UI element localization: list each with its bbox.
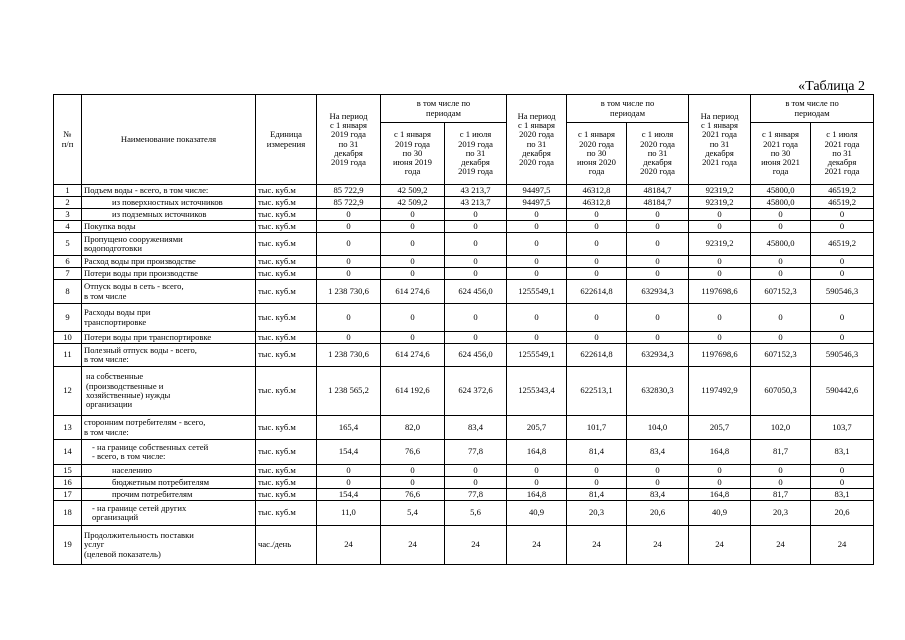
row-number: 8	[54, 280, 82, 304]
value-cell: 590546,3	[811, 280, 874, 304]
value-cell: 624 372,6	[445, 367, 507, 416]
value-cell: 0	[567, 256, 627, 268]
value-cell: 0	[811, 304, 874, 332]
table-row	[54, 501, 874, 526]
value-cell: 24	[627, 526, 689, 565]
unit-cell: тыс. куб.м	[256, 209, 317, 221]
value-cell: 83,1	[811, 489, 874, 501]
value-cell: 24	[317, 526, 381, 565]
table-row	[54, 344, 874, 367]
value-cell: 1255549,1	[507, 280, 567, 304]
value-cell: 0	[811, 209, 874, 221]
header-period-total: На период с 1 января 2019 года по 31 декабря 2019 года	[317, 95, 381, 185]
value-cell: 1 238 565,2	[317, 367, 381, 416]
row-number: 19	[54, 526, 82, 565]
table-row	[54, 197, 874, 209]
unit-cell: час./день	[256, 526, 317, 565]
row-number: 7	[54, 268, 82, 280]
row-number: 18	[54, 501, 82, 526]
value-cell: 0	[751, 268, 811, 280]
value-cell: 5,4	[381, 501, 445, 526]
value-cell: 607050,3	[751, 367, 811, 416]
value-cell: 632934,3	[627, 344, 689, 367]
value-cell: 76,6	[381, 489, 445, 501]
value-cell: 0	[445, 209, 507, 221]
value-cell: 0	[627, 233, 689, 256]
table-row	[54, 440, 874, 465]
value-cell: 46519,2	[811, 233, 874, 256]
value-cell: 85 722,9	[317, 185, 381, 197]
value-cell: 165,4	[317, 416, 381, 440]
value-cell: 40,9	[507, 501, 567, 526]
table-row	[54, 477, 874, 489]
value-cell: 607152,3	[751, 344, 811, 367]
value-cell: 0	[317, 209, 381, 221]
table-row	[54, 233, 874, 256]
value-cell: 1 238 730,6	[317, 344, 381, 367]
value-cell: 0	[689, 268, 751, 280]
header-period-breakdown: в том числе по периодам	[381, 95, 507, 123]
header-period-breakdown: в том числе по периодам	[751, 95, 874, 123]
value-cell: 164,8	[507, 440, 567, 465]
value-cell: 632934,3	[627, 280, 689, 304]
unit-cell: тыс. куб.м	[256, 489, 317, 501]
value-cell: 92319,2	[689, 233, 751, 256]
value-cell: 0	[317, 465, 381, 477]
unit-cell: тыс. куб.м	[256, 332, 317, 344]
value-cell: 0	[567, 332, 627, 344]
value-cell: 94497,5	[507, 197, 567, 209]
value-cell: 0	[811, 256, 874, 268]
value-cell: 46519,2	[811, 197, 874, 209]
unit-cell: тыс. куб.м	[256, 416, 317, 440]
value-cell: 0	[381, 256, 445, 268]
header-half-year-2: с 1 июля 2019 года по 31 декабря 2019 года	[445, 123, 507, 185]
indicator-name: - на границе сетей других организаций	[82, 501, 256, 526]
value-cell: 0	[381, 209, 445, 221]
indicator-name: Продолжительность поставки услуг (целевой показатель)	[82, 526, 256, 565]
unit-cell: тыс. куб.м	[256, 367, 317, 416]
value-cell: 81,7	[751, 489, 811, 501]
header-period-breakdown: в том числе по периодам	[567, 95, 689, 123]
value-cell: 607152,3	[751, 280, 811, 304]
value-cell: 45800,0	[751, 197, 811, 209]
indicator-name: Подъем воды - всего, в том числе:	[82, 185, 256, 197]
header-half-year-1: с 1 января 2020 года по 30 июня 2020 года	[567, 123, 627, 185]
value-cell: 0	[507, 268, 567, 280]
value-cell: 0	[445, 221, 507, 233]
value-cell: 48184,7	[627, 185, 689, 197]
value-cell: 632830,3	[627, 367, 689, 416]
value-cell: 0	[689, 465, 751, 477]
value-cell: 624 456,0	[445, 344, 507, 367]
value-cell: 101,7	[567, 416, 627, 440]
header-half-year-2: с 1 июля 2020 года по 31 декабря 2020 года	[627, 123, 689, 185]
value-cell: 81,7	[751, 440, 811, 465]
header-half-year-1: с 1 января 2021 года по 30 июня 2021 года	[751, 123, 811, 185]
indicator-name: из подземных источников	[82, 209, 256, 221]
indicator-name: населению	[82, 465, 256, 477]
value-cell: 0	[317, 268, 381, 280]
value-cell: 0	[567, 221, 627, 233]
value-cell: 0	[689, 221, 751, 233]
value-cell: 0	[507, 304, 567, 332]
unit-cell: тыс. куб.м	[256, 304, 317, 332]
value-cell: 5,6	[445, 501, 507, 526]
row-number: 1	[54, 185, 82, 197]
table-row	[54, 185, 874, 197]
table-row	[54, 489, 874, 501]
value-cell: 81,4	[567, 489, 627, 501]
value-cell: 0	[317, 304, 381, 332]
indicator-name: прочим потребителям	[82, 489, 256, 501]
table-row	[54, 280, 874, 304]
indicator-name: Отпуск воды в сеть - всего, в том числе	[82, 280, 256, 304]
value-cell: 77,8	[445, 489, 507, 501]
value-cell: 205,7	[507, 416, 567, 440]
value-cell: 0	[627, 209, 689, 221]
value-cell: 0	[689, 209, 751, 221]
value-cell: 0	[811, 221, 874, 233]
value-cell: 0	[627, 465, 689, 477]
value-cell: 0	[507, 221, 567, 233]
value-cell: 0	[811, 465, 874, 477]
value-cell: 1255549,1	[507, 344, 567, 367]
value-cell: 85 722,9	[317, 197, 381, 209]
value-cell: 0	[567, 268, 627, 280]
unit-cell: тыс. куб.м	[256, 501, 317, 526]
value-cell: 103,7	[811, 416, 874, 440]
value-cell: 20,3	[567, 501, 627, 526]
row-number: 17	[54, 489, 82, 501]
value-cell: 0	[381, 477, 445, 489]
value-cell: 0	[627, 332, 689, 344]
value-cell: 0	[507, 465, 567, 477]
row-number: 13	[54, 416, 82, 440]
value-cell: 0	[689, 332, 751, 344]
unit-cell: тыс. куб.м	[256, 233, 317, 256]
value-cell: 92319,2	[689, 185, 751, 197]
header-name: Наименование показателя	[82, 95, 256, 185]
table-row	[54, 256, 874, 268]
unit-cell: тыс. куб.м	[256, 280, 317, 304]
value-cell: 0	[381, 233, 445, 256]
unit-cell: тыс. куб.м	[256, 197, 317, 209]
unit-cell: тыс. куб.м	[256, 440, 317, 465]
value-cell: 94497,5	[507, 185, 567, 197]
value-cell: 614 192,6	[381, 367, 445, 416]
value-cell: 622614,8	[567, 280, 627, 304]
indicator-name: Покупка воды	[82, 221, 256, 233]
value-cell: 0	[627, 256, 689, 268]
value-cell: 43 213,7	[445, 197, 507, 209]
value-cell: 1197698,6	[689, 344, 751, 367]
indicator-name: Полезный отпуск воды - всего, в том числе:	[82, 344, 256, 367]
indicator-name: - на границе собственных сетей - всего, в том числе:	[82, 440, 256, 465]
value-cell: 0	[751, 209, 811, 221]
value-cell: 0	[507, 477, 567, 489]
table-row	[54, 209, 874, 221]
value-cell: 0	[689, 304, 751, 332]
indicator-name: Потери воды при производстве	[82, 268, 256, 280]
value-cell: 76,6	[381, 440, 445, 465]
value-cell: 0	[689, 256, 751, 268]
value-cell: 0	[751, 477, 811, 489]
value-cell: 46312,8	[567, 197, 627, 209]
value-cell: 24	[507, 526, 567, 565]
value-cell: 0	[627, 477, 689, 489]
header-row	[54, 95, 874, 123]
value-cell: 590442,6	[811, 367, 874, 416]
value-cell: 1255343,4	[507, 367, 567, 416]
value-cell: 0	[567, 304, 627, 332]
value-cell: 45800,0	[751, 233, 811, 256]
table-caption: «Таблица 2	[798, 79, 865, 94]
value-cell: 83,4	[627, 489, 689, 501]
value-cell: 0	[567, 465, 627, 477]
value-cell: 20,6	[627, 501, 689, 526]
value-cell: 0	[507, 332, 567, 344]
value-cell: 0	[381, 304, 445, 332]
value-cell: 0	[751, 221, 811, 233]
value-cell: 24	[445, 526, 507, 565]
table-row	[54, 526, 874, 565]
header-half-year-2: с 1 июля 2021 года по 31 декабря 2021 года	[811, 123, 874, 185]
unit-cell: тыс. куб.м	[256, 221, 317, 233]
value-cell: 164,8	[507, 489, 567, 501]
value-cell: 614 274,6	[381, 280, 445, 304]
value-cell: 83,4	[627, 440, 689, 465]
indicator-name: сторонним потребителям - всего, в том числе:	[82, 416, 256, 440]
row-number: 10	[54, 332, 82, 344]
value-cell: 0	[811, 268, 874, 280]
unit-cell: тыс. куб.м	[256, 344, 317, 367]
row-number: 3	[54, 209, 82, 221]
value-cell: 0	[627, 268, 689, 280]
value-cell: 164,8	[689, 489, 751, 501]
value-cell: 205,7	[689, 416, 751, 440]
value-cell: 102,0	[751, 416, 811, 440]
value-cell: 0	[445, 304, 507, 332]
value-cell: 24	[811, 526, 874, 565]
value-cell: 46519,2	[811, 185, 874, 197]
value-cell: 164,8	[689, 440, 751, 465]
value-cell: 0	[751, 332, 811, 344]
value-cell: 0	[381, 221, 445, 233]
value-cell: 24	[751, 526, 811, 565]
value-cell: 0	[567, 477, 627, 489]
value-cell: 0	[507, 233, 567, 256]
row-number: 16	[54, 477, 82, 489]
indicator-name: на собственные (производственные и хозяйственные) нужды организации	[82, 367, 256, 416]
value-cell: 83,4	[445, 416, 507, 440]
value-cell: 0	[567, 209, 627, 221]
value-cell: 0	[381, 332, 445, 344]
table-row	[54, 304, 874, 332]
value-cell: 0	[507, 256, 567, 268]
table-row	[54, 221, 874, 233]
value-cell: 0	[381, 465, 445, 477]
value-cell: 40,9	[689, 501, 751, 526]
value-cell: 0	[445, 332, 507, 344]
value-cell: 0	[507, 209, 567, 221]
row-number: 12	[54, 367, 82, 416]
value-cell: 77,8	[445, 440, 507, 465]
unit-cell: тыс. куб.м	[256, 477, 317, 489]
value-cell: 42 509,2	[381, 197, 445, 209]
value-cell: 1197492,9	[689, 367, 751, 416]
header-unit: Единица измерения	[256, 95, 317, 185]
value-cell: 0	[689, 477, 751, 489]
value-cell: 0	[627, 221, 689, 233]
value-cell: 0	[811, 477, 874, 489]
value-cell: 0	[751, 465, 811, 477]
value-cell: 83,1	[811, 440, 874, 465]
table-row	[54, 465, 874, 477]
value-cell: 0	[567, 233, 627, 256]
value-cell: 1197698,6	[689, 280, 751, 304]
indicator-name: бюджетным потребителям	[82, 477, 256, 489]
value-cell: 0	[445, 256, 507, 268]
value-cell: 0	[811, 332, 874, 344]
value-cell: 24	[567, 526, 627, 565]
row-number: 15	[54, 465, 82, 477]
unit-cell: тыс. куб.м	[256, 465, 317, 477]
unit-cell: тыс. куб.м	[256, 185, 317, 197]
value-cell: 48184,7	[627, 197, 689, 209]
header-period-total: На период с 1 января 2021 года по 31 декабря 2021 года	[689, 95, 751, 185]
value-cell: 0	[751, 304, 811, 332]
value-cell: 46312,8	[567, 185, 627, 197]
value-cell: 0	[317, 256, 381, 268]
value-cell: 624 456,0	[445, 280, 507, 304]
value-cell: 0	[317, 477, 381, 489]
value-cell: 24	[381, 526, 445, 565]
row-number: 5	[54, 233, 82, 256]
table-row	[54, 416, 874, 440]
value-cell: 622513,1	[567, 367, 627, 416]
table-row	[54, 332, 874, 344]
value-cell: 20,3	[751, 501, 811, 526]
value-cell: 24	[689, 526, 751, 565]
header-period-total: На период с 1 января 2020 года по 31 декабря 2020 года	[507, 95, 567, 185]
value-cell: 0	[381, 268, 445, 280]
value-cell: 0	[445, 477, 507, 489]
row-number: 4	[54, 221, 82, 233]
indicator-name: из поверхностных источников	[82, 197, 256, 209]
value-cell: 154,4	[317, 440, 381, 465]
value-cell: 1 238 730,6	[317, 280, 381, 304]
value-cell: 92319,2	[689, 197, 751, 209]
table-row	[54, 268, 874, 280]
value-cell: 42 509,2	[381, 185, 445, 197]
table-row	[54, 367, 874, 416]
value-cell: 20,6	[811, 501, 874, 526]
value-cell: 0	[445, 268, 507, 280]
value-cell: 614 274,6	[381, 344, 445, 367]
row-number: 9	[54, 304, 82, 332]
value-cell: 0	[317, 233, 381, 256]
value-cell: 0	[445, 233, 507, 256]
unit-cell: тыс. куб.м	[256, 268, 317, 280]
value-cell: 0	[751, 256, 811, 268]
indicator-name: Пропущено сооружениями водоподготовки	[82, 233, 256, 256]
value-cell: 45800,0	[751, 185, 811, 197]
header-number: № п/п	[54, 95, 82, 185]
value-cell: 11,0	[317, 501, 381, 526]
value-cell: 0	[445, 465, 507, 477]
value-cell: 82,0	[381, 416, 445, 440]
value-cell: 43 213,7	[445, 185, 507, 197]
value-cell: 81,4	[567, 440, 627, 465]
value-cell: 0	[317, 332, 381, 344]
row-number: 14	[54, 440, 82, 465]
value-cell: 0	[627, 304, 689, 332]
value-cell: 154,4	[317, 489, 381, 501]
indicator-name: Расход воды при производстве	[82, 256, 256, 268]
unit-cell: тыс. куб.м	[256, 256, 317, 268]
data-table	[53, 94, 874, 565]
value-cell: 104,0	[627, 416, 689, 440]
value-cell: 622614,8	[567, 344, 627, 367]
row-number: 6	[54, 256, 82, 268]
row-number: 2	[54, 197, 82, 209]
value-cell: 590546,3	[811, 344, 874, 367]
indicator-name: Потери воды при транспортировке	[82, 332, 256, 344]
value-cell: 0	[317, 221, 381, 233]
indicator-name: Расходы воды при транспортировке	[82, 304, 256, 332]
row-number: 11	[54, 344, 82, 367]
header-half-year-1: с 1 января 2019 года по 30 июня 2019 года	[381, 123, 445, 185]
